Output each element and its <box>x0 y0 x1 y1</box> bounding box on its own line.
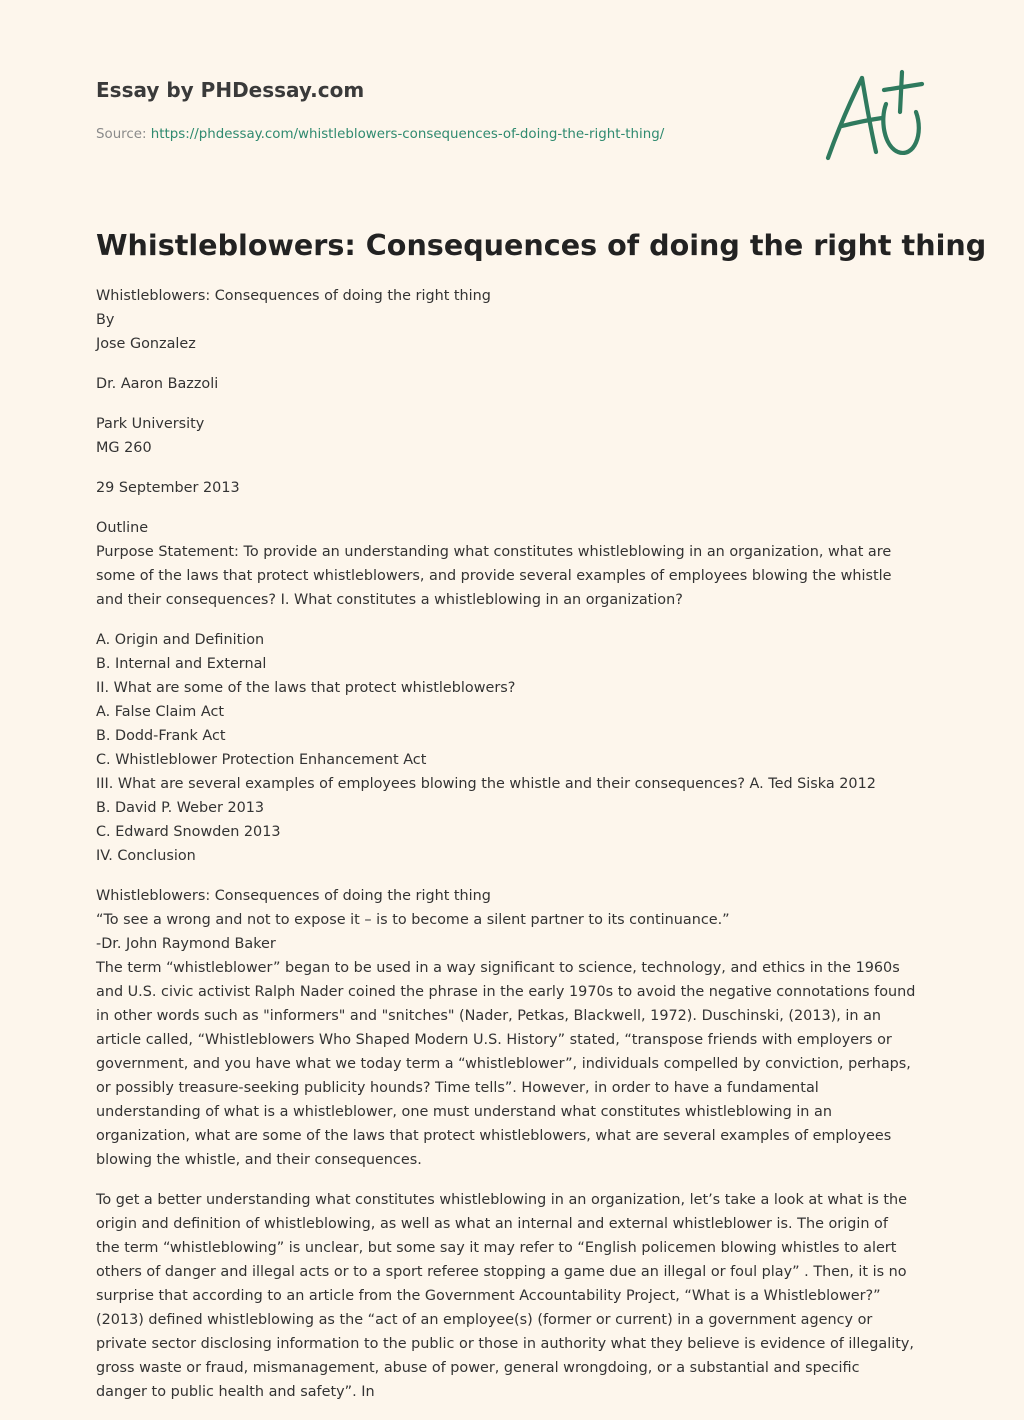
a-plus-grade-icon <box>822 68 926 164</box>
paragraph-line: organization, what are some of the laws that protect whistleblowers, what are several examples of employees <box>96 1128 892 1144</box>
second-paragraph <box>96 1188 936 1404</box>
paragraph-line: To get a better understanding what constitutes whistleblowing in an organization, let’s take a look at what is the <box>96 1192 908 1208</box>
paragraph-line: origin and definition of whistleblowing, as well as what an internal and external whistleblower is. The origin of <box>96 1216 888 1232</box>
source-label: Source: <box>96 127 147 142</box>
purpose-line: and their consequences? I. What constitutes a whistleblowing in an organization? <box>96 592 683 608</box>
paragraph-line: private sector disclosing information to the public or those in authority what they believe is evidence of illegality, <box>96 1336 914 1352</box>
paragraph-line: (2013) defined whistleblowing as the “act of an employee(s) (former or current) in a government agency or <box>96 1312 873 1328</box>
page-header <box>96 76 796 144</box>
paragraph-line: The term “whistleblower” began to be used in a way significant to science, technology, and ethics in the 1960s <box>96 960 900 976</box>
purpose-line: some of the laws that protect whistleblowers, and provide several examples of employees blowing the whistle <box>96 568 892 584</box>
outline-item: B. Internal and External <box>96 656 267 672</box>
paragraph-line: surprise that according to an article from the Government Accountability Project, “What is a Whistleblower?” <box>96 1288 881 1304</box>
source-line <box>96 126 796 144</box>
course-code: MG 260 <box>96 440 152 456</box>
front-matter-title-block <box>96 284 936 356</box>
outline-item: B. David P. Weber 2013 <box>96 800 265 816</box>
paragraph-line: and U.S. civic activist Ralph Nader coined the phrase in the early 1970s to avoid the negative connotations found <box>96 984 916 1000</box>
outline-list <box>96 628 936 868</box>
essay-content <box>96 284 936 1420</box>
outline-item: B. Dodd-Frank Act <box>96 728 226 744</box>
epigraph-quote: “To see a wrong and not to expose it – is to become a silent partner to its continuance.” <box>96 912 730 928</box>
outline-item: C. Whistleblower Protection Enhancement Act <box>96 752 427 768</box>
author-name: Jose Gonzalez <box>96 336 196 352</box>
university-name: Park University <box>96 416 205 432</box>
paragraph-line: others of danger and illegal acts or to a sport referee stopping a game due an illegal or foul play” . Then, it is no <box>96 1264 907 1280</box>
essay-title: Whistleblowers: Consequences of doing the right thing <box>96 228 987 262</box>
outline-item: C. Edward Snowden 2013 <box>96 824 281 840</box>
essay-date: 29 September 2013 <box>96 480 240 496</box>
paragraph-line: or possibly treasure-seeking publicity hounds? Time tells”. However, in order to have a fundamental <box>96 1080 819 1096</box>
epigraph-author: -Dr. John Raymond Baker <box>96 936 276 952</box>
paragraph-line: danger to public health and safety”. In <box>96 1384 375 1400</box>
body-title: Whistleblowers: Consequences of doing the right thing <box>96 888 491 904</box>
intro-paragraph <box>96 884 936 1172</box>
outline-item: A. Origin and Definition <box>96 632 265 648</box>
paragraph-line: the term “whistleblowing” is unclear, but some say it may refer to “English policemen blowing whistles to alert <box>96 1240 897 1256</box>
outline-item: II. What are some of the laws that protect whistleblowers? <box>96 680 516 696</box>
paragraph-line: article called, “Whistleblowers Who Shaped Modern U.S. History” stated, “transpose friends with employers or <box>96 1032 892 1048</box>
instructor-block <box>96 372 936 396</box>
front-matter-title: Whistleblowers: Consequences of doing the right thing <box>96 288 491 304</box>
date-block <box>96 476 936 500</box>
source-link[interactable]: https://phdessay.com/whistleblowers-consequences-of-doing-the-right-thing/ <box>150 127 665 142</box>
paragraph-line: in other words such as "informers" and "snitches" (Nader, Petkas, Blackwell, 1972). Duschinski, (2013), in an <box>96 1008 882 1024</box>
paragraph-line: gross waste or fraud, mismanagement, abuse of power, general wrongdoing, or a substantial and specific <box>96 1360 860 1376</box>
outline-item: IV. Conclusion <box>96 848 196 864</box>
outline-item: A. False Claim Act <box>96 704 225 720</box>
paragraph-line: understanding of what is a whistleblower, one must understand what constitutes whistleblowing in an <box>96 1104 832 1120</box>
outline-heading: Outline <box>96 520 149 536</box>
outline-item: III. What are several examples of employees blowing the whistle and their consequences? A. Ted Siska 2012 <box>96 776 876 792</box>
outline-purpose-block <box>96 516 936 612</box>
paragraph-line: blowing the whistle, and their consequences. <box>96 1152 422 1168</box>
purpose-line: Purpose Statement: To provide an understanding what constitutes whistleblowing in an organization, what are <box>96 544 892 560</box>
paragraph-line: government, and you have what we today term a “whistleblower”, individuals compelled by conviction, perhaps, <box>96 1056 911 1072</box>
site-title: Essay by PHDessay.com <box>96 78 365 102</box>
instructor-name: Dr. Aaron Bazzoli <box>96 376 219 392</box>
institution-block <box>96 412 936 460</box>
by-line: By <box>96 312 115 328</box>
